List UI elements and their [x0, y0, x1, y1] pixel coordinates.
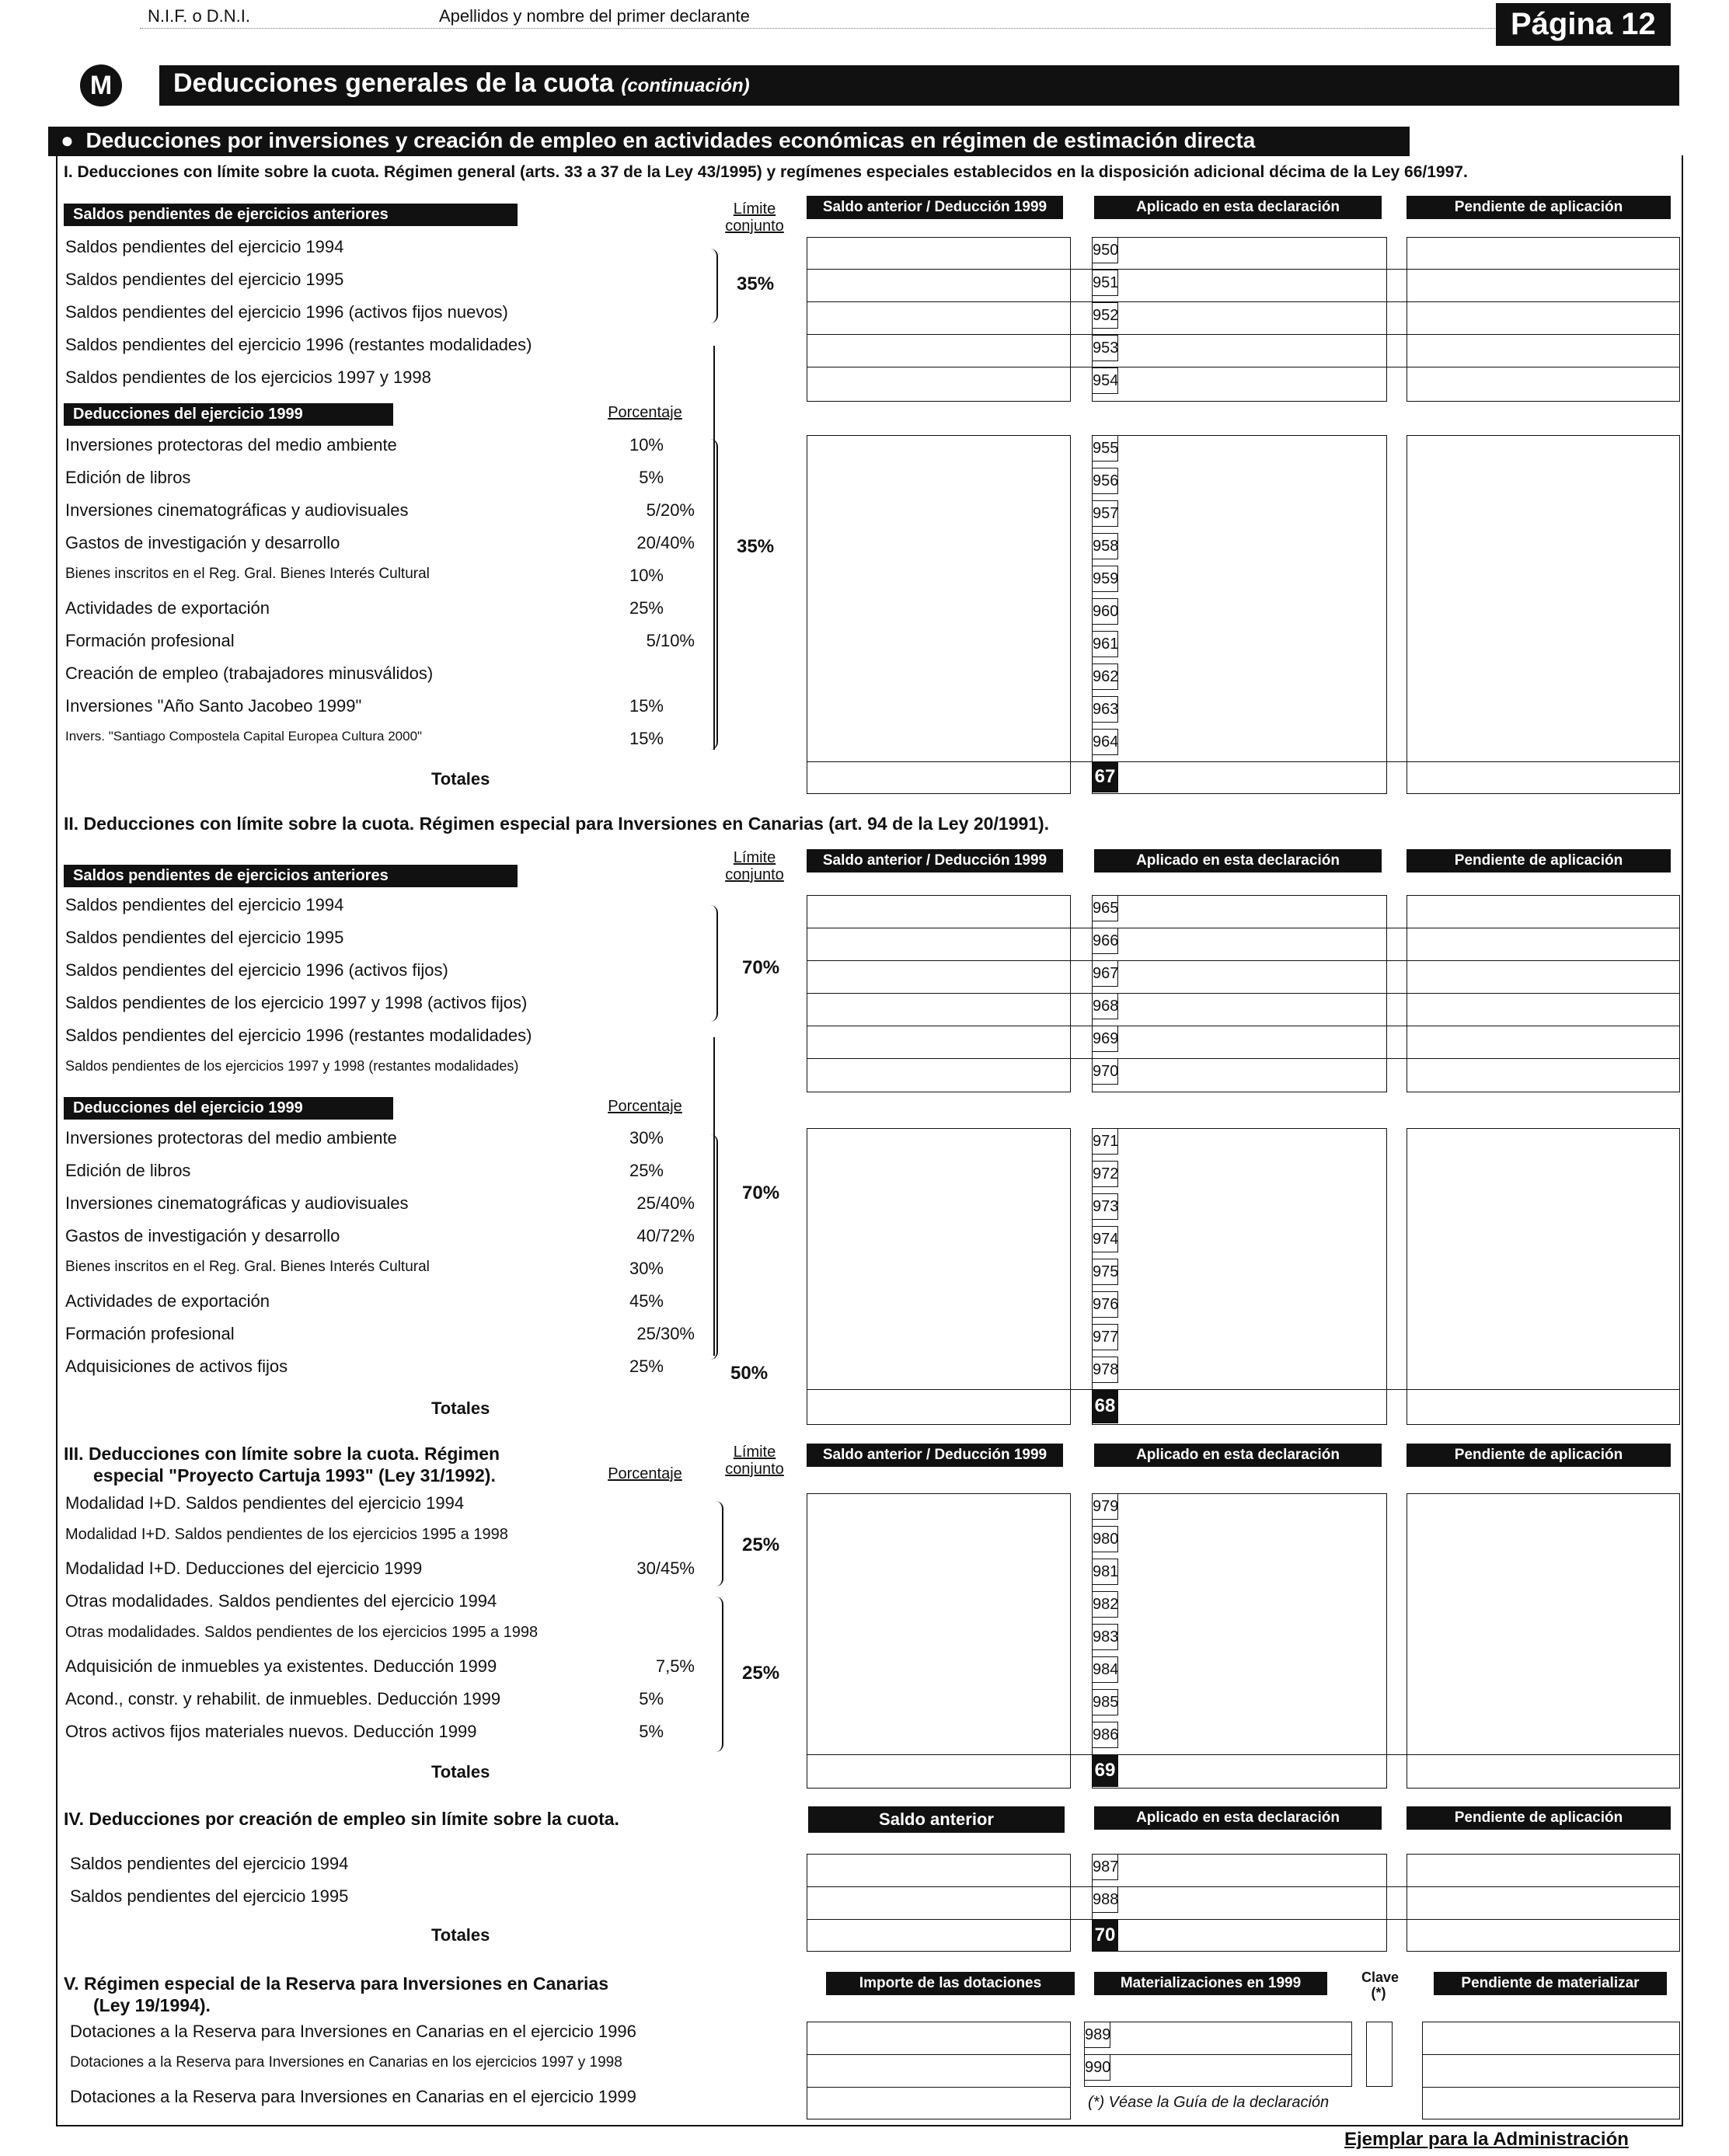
code-cell: 980 — [1092, 1526, 1118, 1552]
sec2-row-label: Saldos pendientes del ejercicio 1996 (activos fijos) — [65, 960, 448, 980]
header-name-field[interactable] — [140, 28, 1500, 29]
code-cell: 951 — [1092, 270, 1118, 296]
sec5-col-importe: Importe de las dotaciones — [826, 1972, 1075, 1995]
row-label: Edición de libros — [65, 468, 191, 487]
sec1-porcentaje-label: Porcentaje — [608, 404, 682, 421]
code-cell: 971 — [1092, 1128, 1118, 1155]
sec1-totales-label: Totales — [431, 769, 490, 789]
sec1-bar-saldos: Saldos pendientes de ejercicios anteriores — [64, 204, 518, 226]
row-pct: 7,5% — [655, 1656, 695, 1676]
row-label: Actividades de exportación — [65, 598, 270, 618]
sec3-col-pendiente: Pendiente de aplicación — [1407, 1444, 1671, 1467]
sec3-title-l2: especial "Proyecto Cartuja 1993" (Ley 31/1992). — [93, 1465, 496, 1486]
row-pct: 25/40% — [636, 1193, 695, 1213]
row-pct: 10% — [629, 435, 664, 455]
page-title-suffix: (continuación) — [621, 75, 750, 96]
row-divider — [807, 2087, 1071, 2088]
row-pct: 30% — [629, 1128, 664, 1148]
sec4-col-aplicado: Aplicado en esta declaración — [1094, 1806, 1382, 1830]
sec1-col-aplicado: Aplicado en esta declaración — [1094, 196, 1382, 219]
row-pct: 5% — [639, 468, 664, 487]
row-divider — [807, 1754, 1680, 1755]
row-divider — [1422, 2054, 1680, 2055]
sec1-row-label: Saldos pendientes del ejercicio 1996 (restantes modalidades) — [65, 335, 532, 354]
sec3-title-l1: III. Deducciones con límite sobre la cuota. Régimen — [64, 1444, 500, 1464]
row-label: Inversiones protectoras del medio ambiente — [65, 1128, 397, 1148]
sec2-aplicado-box-b[interactable] — [1092, 1128, 1387, 1425]
sec2-limite-label: Límite conjunto — [725, 849, 784, 883]
code-cell: 961 — [1092, 631, 1118, 657]
sec5-pendiente-box[interactable] — [1422, 2022, 1680, 2119]
code-cell: 974 — [1092, 1226, 1118, 1252]
row-divider — [807, 269, 1680, 270]
sec2-aplicado-box-a[interactable] — [1092, 895, 1387, 1092]
row-divider — [807, 1058, 1680, 1059]
row-label: Inversiones protectoras del medio ambiente — [65, 435, 397, 455]
sec5-row-label: Dotaciones a la Reserva para Inversiones en Canarias en los ejercicios 1997 y 1998 — [70, 2054, 622, 2071]
code-cell: 966 — [1092, 928, 1118, 954]
sec1-row-label: Saldos pendientes del ejercicio 1996 (activos fijos nuevos) — [65, 302, 508, 322]
sec3-brace-2 — [711, 1597, 723, 1752]
row-label: Inversiones cinematográficas y audiovisuales — [65, 500, 409, 520]
row-pct: 5/10% — [646, 631, 695, 650]
sec3-aplicado-box[interactable] — [1092, 1493, 1387, 1789]
sec1-aplicado-box-b[interactable] — [1092, 435, 1387, 794]
sec2-totales-label: Totales — [431, 1398, 490, 1418]
sec3-totales-label: Totales — [431, 1762, 490, 1782]
sec2-porcentaje-label: Porcentaje — [608, 1098, 682, 1115]
sec4-title: IV. Deducciones por creación de empleo sin límite sobre la cuota. — [64, 1809, 619, 1829]
code-cell: 982 — [1092, 1591, 1118, 1618]
sec2-pendiente-box-a[interactable] — [1407, 895, 1680, 1092]
sec4-col-pendiente: Pendiente de aplicación — [1407, 1806, 1671, 1830]
row-label: Creación de empleo (trabajadores minusválidos) — [65, 664, 434, 683]
sec1-pendiente-box-b[interactable] — [1407, 435, 1680, 794]
row-label: Formación profesional — [65, 631, 235, 650]
code-cell: 967 — [1092, 960, 1118, 987]
code-cell: 990 — [1084, 2054, 1110, 2081]
sec2-row-label: Saldos pendientes del ejercicio 1995 — [65, 928, 344, 947]
code-cell: 969 — [1092, 1026, 1118, 1052]
code-cell: 955 — [1092, 435, 1118, 462]
section-band — [48, 127, 1410, 156]
sec2-col-pendiente: Pendiente de aplicación — [1407, 849, 1671, 873]
sec5-rows — [70, 2022, 793, 2119]
sec1-saldo-box-a[interactable] — [807, 237, 1071, 402]
sec3-group2-pct: 25% — [742, 1663, 780, 1684]
sec2-title: II. Deducciones con límite sobre la cuota. Régimen especial para Inversiones en Canarias (art. 94 de la Ley 20/1991). — [64, 813, 1050, 834]
code-cell: 959 — [1092, 566, 1118, 592]
sec1-brace-b — [706, 439, 718, 750]
model-m-icon: M — [80, 64, 122, 106]
code-cell: 972 — [1092, 1161, 1118, 1187]
row-label: Adquisición de inmuebles ya existentes. Deducción 1999 — [65, 1656, 497, 1676]
sec5-row-label: Dotaciones a la Reserva para Inversiones en Canarias en el ejercicio 1996 — [70, 2022, 636, 2041]
code-cell: 986 — [1092, 1722, 1118, 1748]
page-title — [159, 65, 1679, 106]
row-label: Modalidad I+D. Deducciones del ejercicio 1999 — [65, 1559, 423, 1578]
row-label: Otras modalidades. Saldos pendientes de los ejercicios 1995 a 1998 — [65, 1624, 539, 1641]
total-code-cell: 67 — [1092, 761, 1118, 792]
code-cell: 960 — [1092, 598, 1118, 625]
sec1-aplicado-box-a[interactable] — [1092, 237, 1387, 402]
sec2-row-label: Saldos pendientes del ejercicio 1996 (restantes modalidades) — [65, 1026, 532, 1045]
sec5-clave-box[interactable] — [1366, 2022, 1393, 2087]
row-label: Bienes inscritos en el Reg. Gral. Bienes Interés Cultural — [65, 566, 430, 582]
sec5-importe-box[interactable] — [807, 2022, 1071, 2119]
row-divider — [1084, 2054, 1352, 2055]
sec2-col-saldo-anterior: Saldo anterior / Deducción 1999 — [807, 849, 1063, 873]
sec5-title-l1: V. Régimen especial de la Reserva para Inversiones en Canarias — [64, 1973, 609, 1994]
sec1-title: I. Deducciones con límite sobre la cuota. Régimen general (arts. 33 a 37 de la Ley 43/1995) y regímenes especiales establecidos en la disposición adicional décima de la Ley 66/1997. — [64, 163, 1468, 181]
sec3-col-aplicado: Aplicado en esta declaración — [1094, 1444, 1382, 1467]
page-number-badge: Página 12 — [1496, 3, 1671, 46]
sec4-saldo-box[interactable] — [807, 1854, 1071, 1952]
row-label: Gastos de investigación y desarrollo — [65, 1226, 340, 1245]
row-divider — [807, 960, 1680, 961]
row-label: Gastos de investigación y desarrollo — [65, 533, 340, 552]
sec5-row-label: Dotaciones a la Reserva para Inversiones en Canarias en el ejercicio 1999 — [70, 2087, 636, 2106]
sec1-limite-label: Límite conjunto — [725, 200, 784, 235]
sec3-limite-label: Límite conjunto — [725, 1444, 784, 1478]
row-pct: 5% — [639, 1689, 664, 1708]
row-label: Modalidad I+D. Saldos pendientes del ejercicio 1994 — [65, 1493, 465, 1513]
row-label: Bienes inscritos en el Reg. Gral. Bienes Interés Cultural — [65, 1259, 430, 1275]
sec2-row-label: Saldos pendientes de los ejercicios 1997 y 1998 (restantes modalidades) — [65, 1058, 519, 1074]
total-code-cell: 70 — [1092, 1919, 1118, 1952]
code-cell: 962 — [1092, 664, 1118, 690]
sec4-totales-label: Totales — [431, 1925, 490, 1945]
sec1-row-label: Saldos pendientes de los ejercicios 1997 y 1998 — [65, 367, 431, 387]
row-divider — [1422, 2087, 1680, 2088]
nif-label: N.I.F. o D.N.I. — [148, 6, 251, 26]
footer-copy-label: Ejemplar para la Administración — [1344, 2129, 1629, 2150]
code-cell: 963 — [1092, 696, 1118, 723]
sec5-note: (*) Véase la Guía de la declaración — [1088, 2094, 1330, 2111]
sec2-rows-a — [65, 895, 710, 1091]
sec2-brace-a — [706, 905, 718, 1022]
sec2-group1-pct: 70% — [742, 957, 780, 978]
row-divider — [807, 334, 1680, 335]
code-cell: 979 — [1092, 1493, 1118, 1520]
bullet-icon: ● — [61, 128, 86, 152]
sec1-col-saldo-anterior: Saldo anterior / Deducción 1999 — [807, 196, 1063, 219]
sec2-group3-pct: 50% — [730, 1363, 769, 1384]
sec1-group1-pct: 35% — [737, 273, 775, 294]
row-divider — [807, 761, 1680, 762]
sec4-rows — [70, 1854, 692, 1919]
row-label: Edición de libros — [65, 1161, 191, 1180]
sec3-porcentaje-label: Porcentaje — [608, 1465, 682, 1482]
declarant-name-label: Apellidos y nombre del primer declarante — [439, 6, 750, 26]
code-cell: 957 — [1092, 500, 1118, 527]
code-cell: 983 — [1092, 1624, 1118, 1650]
row-pct: 45% — [629, 1291, 664, 1311]
row-pct: 30/45% — [636, 1559, 695, 1578]
row-divider — [807, 1919, 1680, 1920]
row-pct: 25% — [629, 598, 664, 618]
code-cell: 953 — [1092, 335, 1118, 361]
sec2-col-aplicado: Aplicado en esta declaración — [1094, 849, 1382, 873]
row-label: Otros activos fijos materiales nuevos. Deducción 1999 — [65, 1722, 477, 1741]
sec1-row-label: Saldos pendientes del ejercicio 1994 — [65, 237, 344, 256]
row-label: Inversiones cinematográficas y audiovisuales — [65, 1193, 409, 1213]
row-label: Actividades de exportación — [65, 1291, 270, 1311]
code-cell: 964 — [1092, 729, 1118, 755]
code-cell: 988 — [1092, 1886, 1118, 1913]
row-pct: 15% — [629, 696, 664, 716]
sec3-group1-pct: 25% — [742, 1534, 780, 1555]
sec1-pendiente-box-a[interactable] — [1407, 237, 1680, 402]
sec2-bar-deducciones: Deducciones del ejercicio 1999 — [64, 1097, 393, 1120]
row-divider — [807, 1389, 1680, 1390]
code-cell: 958 — [1092, 533, 1118, 559]
row-pct: 25% — [629, 1161, 664, 1180]
sec3-saldo-box[interactable] — [807, 1493, 1071, 1789]
total-code-cell: 68 — [1092, 1389, 1118, 1423]
row-label: Modalidad I+D. Saldos pendientes de los ejercicios 1995 a 1998 — [65, 1526, 508, 1543]
sec2-row-label: Saldos pendientes de los ejercicio 1997 y 1998 (activos fijos) — [65, 993, 528, 1012]
row-pct: 40/72% — [636, 1226, 695, 1245]
sec5-col-pendiente-mat: Pendiente de materializar — [1434, 1972, 1667, 1995]
code-cell: 950 — [1092, 237, 1118, 263]
code-cell: 975 — [1092, 1259, 1118, 1285]
total-code-cell: 69 — [1092, 1754, 1118, 1787]
row-divider — [807, 2054, 1071, 2055]
code-cell: 984 — [1092, 1656, 1118, 1683]
row-pct: 30% — [629, 1259, 664, 1278]
sec3-col-saldo-anterior: Saldo anterior / Deducción 1999 — [807, 1444, 1063, 1467]
sec2-group2-pct: 70% — [742, 1182, 780, 1203]
row-divider — [807, 993, 1680, 994]
sec1-row-label: Saldos pendientes del ejercicio 1995 — [65, 270, 344, 289]
code-cell: 952 — [1092, 302, 1118, 329]
code-cell: 968 — [1092, 993, 1118, 1019]
row-label: Adquisiciones de activos fijos — [65, 1357, 288, 1376]
row-pct: 25/30% — [636, 1324, 695, 1343]
row-pct: 5/20% — [646, 500, 695, 520]
sec1-col-pendiente: Pendiente de aplicación — [1407, 196, 1671, 219]
sec5-col-clave: Clave (*) — [1361, 1970, 1400, 2001]
sec2-pendiente-box-b[interactable] — [1407, 1128, 1680, 1425]
page-title-text: Deducciones generales de la cuota — [173, 68, 614, 98]
sec1-rows-a — [65, 237, 710, 400]
code-cell: 977 — [1092, 1324, 1118, 1350]
code-cell: 985 — [1092, 1689, 1118, 1715]
code-cell: 954 — [1092, 367, 1118, 394]
code-cell: 989 — [1084, 2022, 1110, 2048]
row-label: Otras modalidades. Saldos pendientes del ejercicio 1994 — [65, 1591, 497, 1611]
sec5-title-l2: (Ley 19/1994). — [93, 1995, 211, 2015]
row-pct: 5% — [639, 1722, 664, 1741]
row-label: Acond., constr. y rehabilit. de inmuebles. Deducción 1999 — [65, 1689, 501, 1708]
code-cell: 965 — [1092, 895, 1118, 921]
code-cell: 978 — [1092, 1357, 1118, 1383]
code-cell: 976 — [1092, 1291, 1118, 1318]
sec3-brace-1 — [711, 1501, 723, 1587]
sec4-row-label: Saldos pendientes del ejercicio 1994 — [70, 1854, 349, 1873]
code-cell: 973 — [1092, 1193, 1118, 1220]
sec2-saldo-box-a[interactable] — [807, 895, 1071, 1092]
sec4-aplicado-box[interactable] — [1092, 1854, 1387, 1952]
sec1-brace-a1 — [706, 249, 718, 323]
sec2-saldo-box-b[interactable] — [807, 1128, 1071, 1425]
row-pct: 10% — [629, 566, 664, 585]
sec1-bar-deducciones: Deducciones del ejercicio 1999 — [64, 403, 393, 426]
row-divider — [807, 1886, 1680, 1887]
row-pct: 25% — [629, 1357, 664, 1376]
code-cell: 970 — [1092, 1058, 1118, 1085]
sec4-pendiente-box[interactable] — [1407, 1854, 1680, 1952]
section-band-text: Deducciones por inversiones y creación de empleo en actividades económicas en régimen de estimación directa — [85, 128, 1256, 152]
sec5-col-materializaciones: Materializaciones en 1999 — [1094, 1972, 1327, 1995]
row-label: Inversiones "Año Santo Jacobeo 1999" — [65, 696, 362, 716]
row-pct: 15% — [629, 729, 664, 748]
row-label: Invers. "Santiago Compostela Capital Europea Cultura 2000" — [65, 729, 423, 744]
sec1-saldo-box-b[interactable] — [807, 435, 1071, 794]
code-cell: 981 — [1092, 1559, 1118, 1585]
sec4-row-label: Saldos pendientes del ejercicio 1995 — [70, 1886, 349, 1906]
sec2-brace-b — [706, 1134, 718, 1360]
sec2-bar-saldos: Saldos pendientes de ejercicios anteriores — [64, 865, 518, 887]
code-cell: 956 — [1092, 468, 1118, 494]
sec2-row-label: Saldos pendientes del ejercicio 1994 — [65, 895, 344, 914]
code-cell: 987 — [1092, 1854, 1118, 1880]
row-pct: 20/40% — [636, 533, 695, 552]
sec1-group2-pct: 35% — [737, 536, 775, 557]
sec3-pendiente-box[interactable] — [1407, 1493, 1680, 1789]
sec4-col-saldo-anterior: Saldo anterior — [808, 1806, 1065, 1833]
row-label: Formación profesional — [65, 1324, 235, 1343]
row-divider — [807, 301, 1680, 302]
